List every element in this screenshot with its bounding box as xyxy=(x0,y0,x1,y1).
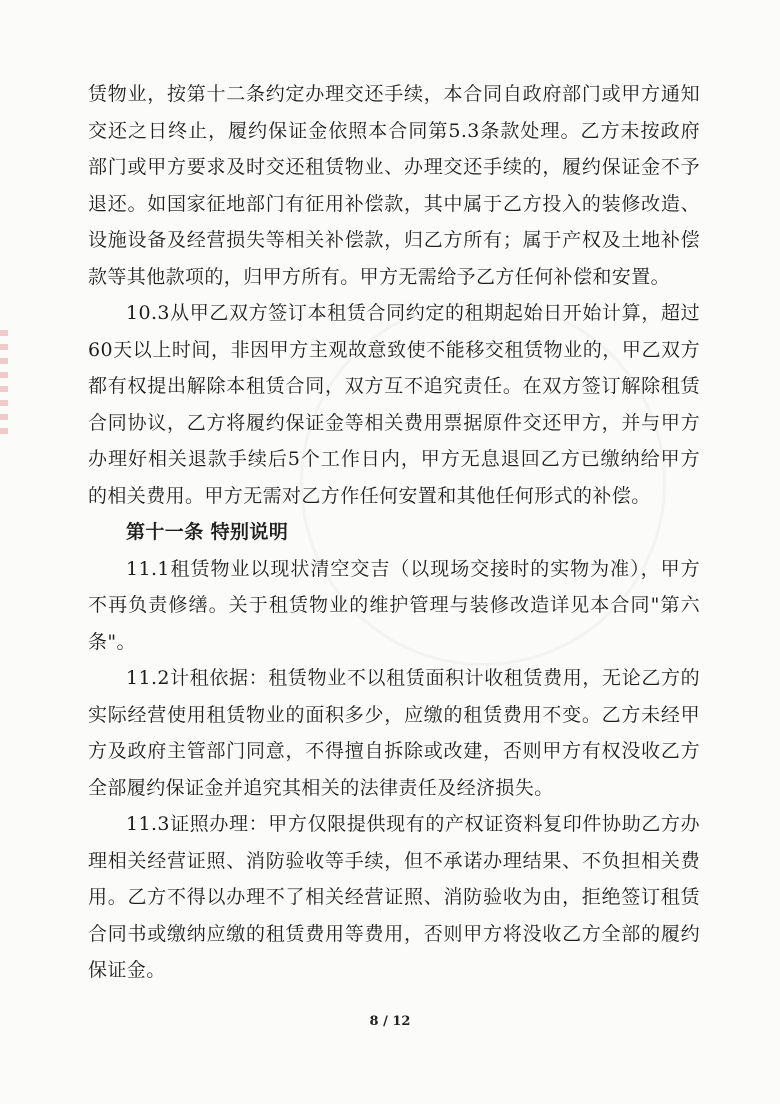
page-number: 8 / 12 xyxy=(369,1014,411,1029)
section-heading: 第十一条 特别说明 xyxy=(126,521,289,543)
document-body xyxy=(88,76,700,989)
paragraph-continued: 赁物业，按第十二条约定办理交还手续，本合同自政府部门或甲方通知交还之日终止，履约保证金依照本合同第5.3条款处理。乙方未按政府部门或甲方要求及时交还租赁物业、办理交还手续的，履约保证金不予退还。如国家征地部门有征用补偿款，其中属于乙方投入的装修改造、设施设备及经营损失等相关补偿款，归乙方所有；属于产权及土地补偿款等其他款项的，归甲方所有。甲方无需给予乙方任何补偿和安置。 xyxy=(88,83,700,288)
paragraph-11-1: 11.1租赁物业以现状清空交吉（以现场交接时的实物为准），甲方不再负责修缮。关于租赁物业的维护管理与装修改造详见本合同"第六条"。 xyxy=(88,557,700,653)
paragraph-11-2: 11.2计租依据：租赁物业不以租赁面积计收租赁费用，无论乙方的实际经营使用租赁物业的面积多少，应缴的租赁费用不变。乙方未经甲方及政府主管部门同意，不得擅自拆除或改建，否则甲方有权没收乙方全部履约保证金并追究其相关的法律责任及经济损失。 xyxy=(88,667,700,799)
paragraph-10-3: 10.3从甲乙双方签订本租赁合同约定的租期起始日开始计算，超过60天以上时间，非因甲方主观故意致使不能移交租赁物业的，甲乙双方都有权提出解除本租赁合同，双方互不追究责任。在双方签订解除租赁合同协议，乙方将履约保证金等相关费用票据原件交还甲方，并与甲方办理好相关退款手续后5个工作日内，甲方无息退回乙方已缴纳给甲方的相关费用。甲方无需对乙方作任何安置和其他任何形式的补偿。 xyxy=(88,302,700,507)
margin-stamp-mark xyxy=(0,330,8,440)
paragraph-11-3: 11.3证照办理：甲方仅限提供现有的产权证资料复印件协助乙方办理相关经营证照、消防验收等手续，但不承诺办理结果、不负担相关费用。乙方不得以办理不了相关经营证照、消防验收为由，拒绝签订租赁合同书或缴纳应缴的租赁费用等费用，否则甲方将没收乙方全部的履约保证金。 xyxy=(88,813,700,981)
